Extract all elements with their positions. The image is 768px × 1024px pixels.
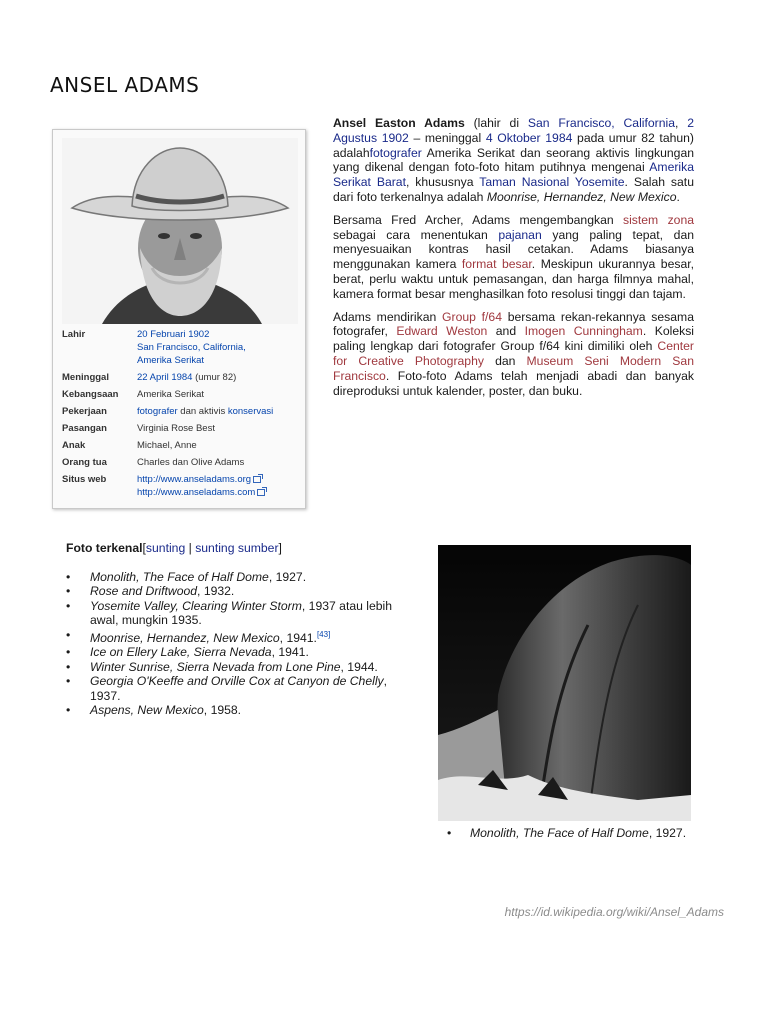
list-item xyxy=(66,628,411,646)
work-year: , 1937 atau lebih awal, mungkin 1935. xyxy=(90,598,393,627)
infobox-label: Situs web xyxy=(62,474,107,485)
infobox-label: Lahir xyxy=(62,329,86,340)
infobox xyxy=(52,129,306,509)
list-item xyxy=(66,645,411,660)
page-title: ANSEL ADAMS xyxy=(50,73,200,97)
exposure-link[interactable]: pajanan xyxy=(498,227,542,242)
list-item xyxy=(447,826,687,841)
work-year: , 1937. xyxy=(90,674,388,703)
heading-text: Foto terkenal xyxy=(66,541,143,555)
work-title: Aspens, New Mexico xyxy=(90,703,204,718)
birthdate-link[interactable]: 2 Agustus xyxy=(333,116,695,145)
deathyear-link[interactable]: 1984 xyxy=(545,130,573,145)
bio-text: Adams mendirikan xyxy=(333,309,443,324)
infobox-value xyxy=(137,371,236,384)
western-us-link[interactable]: Amerika Serikat Barat xyxy=(333,160,694,190)
bio-text: (lahir di xyxy=(464,116,528,130)
occupation-link[interactable]: fotografer xyxy=(137,406,178,417)
infobox-label: Pekerjaan xyxy=(62,406,107,417)
bio-text: pada umur 82 tahun) adalah xyxy=(333,130,694,160)
external-link-icon xyxy=(253,476,261,483)
list-item xyxy=(66,584,411,599)
infobox-label: Pasangan xyxy=(62,423,107,434)
work-year: , 1944. xyxy=(340,659,378,674)
website-link-org[interactable]: http://www.anseladams.org xyxy=(137,474,252,485)
famous-photo-title: Moonrise, Hernandez, New Mexico xyxy=(486,189,677,204)
infobox-row-pasangan xyxy=(62,422,302,435)
bio-text: . Salah satu dari foto terkenalnya adalah xyxy=(333,175,694,204)
photographer-link[interactable]: fotografer xyxy=(369,145,422,160)
source-url: https://id.wikipedia.org/wiki/Ansel_Adams xyxy=(504,905,724,919)
list-item xyxy=(66,570,411,585)
deathdate-link[interactable]: 4 Oktober xyxy=(485,130,541,145)
bio-text: dan xyxy=(483,353,527,368)
work-title: Rose and Driftwood xyxy=(90,584,198,598)
work-title: Winter Sunrise, Sierra Nevada from Lone Pine xyxy=(90,659,341,674)
occupation-text: dan aktivis xyxy=(177,406,228,417)
infobox-label: Anak xyxy=(62,440,86,451)
list-item xyxy=(66,660,411,675)
bio-text: yang paling tepat, dan menyesuaikan kontras hasil cetakan. Adams biasanya menggunakan kamera xyxy=(333,227,694,272)
edit-source-link[interactable]: sunting sumber xyxy=(195,541,279,555)
imogen-cunningham-link[interactable]: Imogen Cunningham xyxy=(524,324,643,339)
half-dome-photo xyxy=(438,545,691,821)
bio-text: , khususnya xyxy=(405,175,480,190)
bio-text: . xyxy=(676,189,680,204)
infobox-row-pekerjaan xyxy=(62,405,302,418)
bio-text: . Koleksi paling lengkap dari fotografer Group f/64 kini dimiliki oleh xyxy=(333,324,695,354)
birth-date-link[interactable]: 20 Februari 1902 xyxy=(137,329,210,340)
birthplace-link[interactable]: San Francisco, California xyxy=(527,116,675,130)
external-link-icon xyxy=(257,489,265,496)
infobox-row-orangtua xyxy=(62,456,302,469)
famous-photos-section xyxy=(66,541,411,718)
group-f64-link[interactable]: Group f/64 xyxy=(442,309,502,324)
infobox-value: Amerika Serikat xyxy=(137,389,205,400)
work-title: Ice on Ellery Lake, Sierra Nevada xyxy=(90,645,272,660)
death-date-link[interactable]: 22 April 1984 xyxy=(137,372,193,383)
sfmoma-link[interactable]: Museum Seni Modern San Francisco xyxy=(333,353,694,383)
caption-title: Monolith, The Face of Half Dome xyxy=(470,826,649,840)
birthyear-link[interactable]: 1902 xyxy=(381,130,409,145)
infobox-value: Charles dan Olive Adams xyxy=(137,457,245,468)
list-item xyxy=(66,703,411,718)
bio-text: sebagai cara menentukan xyxy=(333,227,499,242)
infobox-label: Meninggal xyxy=(62,372,109,383)
edit-link[interactable]: sunting xyxy=(145,541,186,555)
work-year: , 1941. xyxy=(279,630,317,645)
bio-text: and xyxy=(487,324,525,339)
biography xyxy=(333,116,694,406)
infobox-row-anak xyxy=(62,439,302,452)
age-text: (umur 82) xyxy=(192,372,237,383)
infobox-row-lahir xyxy=(62,328,302,367)
section-heading xyxy=(66,541,411,556)
portrait-photo xyxy=(62,138,298,324)
conservation-link[interactable]: konservasi xyxy=(227,406,274,417)
work-title: Monolith, The Face of Half Dome xyxy=(90,569,269,584)
bio-text: Amerika Serikat dan seorang aktivis lingkungan yang dikenal dengan foto-foto hitam putihnya mengenai xyxy=(333,145,694,175)
infobox-value: Michael, Anne xyxy=(137,440,197,451)
bio-text: Bersama Fred Archer, Adams mengembangkan xyxy=(333,212,623,227)
yosemite-link[interactable]: Taman Nasional Yosemite xyxy=(479,175,625,190)
bio-text: . Meskipun ukurannya besar, berat, perlu waktu untuk pemasangan, dan harga filmnya mahal, kamera format besar menghasilkan foto resolusi tinggi dan tajam. xyxy=(333,257,694,301)
infobox-rows xyxy=(62,328,302,503)
infobox-row-situs xyxy=(62,473,302,499)
work-year: , 1932. xyxy=(197,584,235,598)
photo-caption xyxy=(447,826,687,841)
bio-paragraph-2 xyxy=(333,213,694,302)
bio-text: – meninggal xyxy=(408,130,486,145)
bio-text: bersama rekan-rekannya sesama fotografer, xyxy=(333,309,694,339)
bio-text: , xyxy=(674,116,688,130)
work-title: Yosemite Valley, Clearing Winter Storm xyxy=(90,598,302,613)
zone-system-link[interactable]: sistem zona xyxy=(623,212,694,227)
birthplace-link[interactable]: San Francisco, California, xyxy=(137,342,246,353)
infobox-row-meninggal xyxy=(62,371,302,384)
caption-year: , 1927. xyxy=(648,826,687,840)
bio-paragraph-3 xyxy=(333,310,694,399)
website-link-com[interactable]: http://www.anseladams.com xyxy=(137,487,256,498)
list-item xyxy=(66,674,411,703)
list-item xyxy=(66,599,411,628)
infobox-row-kebangsaan xyxy=(62,388,302,401)
work-year: , 1927. xyxy=(268,569,307,584)
separator: | xyxy=(185,541,196,555)
bracket: ] xyxy=(278,541,282,555)
infobox-value xyxy=(137,473,265,499)
infobox-label: Orang tua xyxy=(62,457,107,468)
work-title: Moonrise, Hernandez, New Mexico xyxy=(90,630,280,645)
infobox-value xyxy=(137,328,246,367)
subject-name: Ansel Easton Adams xyxy=(333,116,465,130)
edward-weston-link[interactable]: Edward Weston xyxy=(396,324,488,339)
bio-text: . Foto-foto Adams telah menjadi abadi dan banyak direproduksi untuk kalender, poster, dan buku. xyxy=(333,368,694,398)
work-title: Georgia O'Keeffe and Orville Cox at Canyon de Chelly xyxy=(90,674,384,689)
infobox-value xyxy=(137,405,273,418)
works-list xyxy=(66,570,411,718)
infobox-value: Virginia Rose Best xyxy=(137,423,215,434)
work-year: , 1941. xyxy=(271,645,309,660)
large-format-link[interactable]: format besar xyxy=(461,257,532,272)
bracket: [ xyxy=(142,541,146,555)
infobox-label: Kebangsaan xyxy=(62,389,119,400)
country-link[interactable]: Amerika Serikat xyxy=(137,355,205,366)
bio-paragraph-1 xyxy=(333,116,694,205)
work-year: , 1958. xyxy=(203,703,242,718)
ccp-link[interactable]: Center for Creative Photography xyxy=(333,339,694,368)
reference-link[interactable]: [43] xyxy=(316,629,331,639)
